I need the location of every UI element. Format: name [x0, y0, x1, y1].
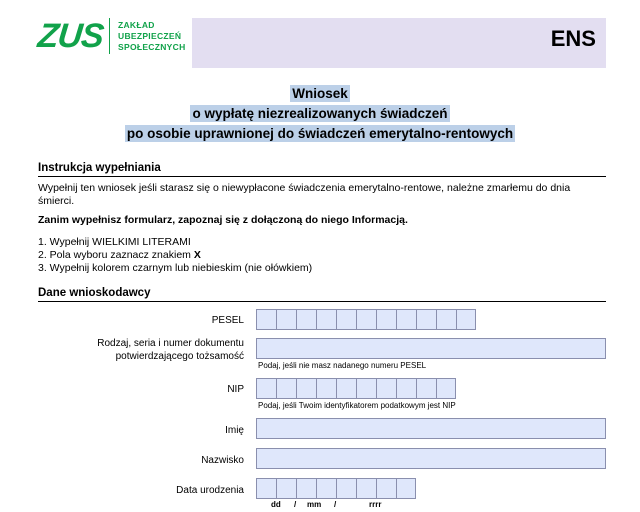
- title-line-2-wrap: [0, 106, 640, 121]
- date-day-label: dd: [271, 500, 281, 509]
- nip-cell[interactable]: [297, 379, 317, 398]
- pesel-cell[interactable]: [277, 310, 297, 329]
- nip-cell[interactable]: [257, 379, 277, 398]
- date-separator-1: /: [294, 500, 297, 509]
- logo-text: [118, 20, 186, 53]
- birth-date-cell[interactable]: [277, 479, 297, 498]
- instruction-mark: X: [193, 249, 201, 261]
- last-name-input[interactable]: [256, 448, 606, 469]
- form-code: ENS: [550, 26, 596, 51]
- pesel-cell[interactable]: [257, 310, 277, 329]
- document-label-line-2: potwierdzającego tożsamość: [115, 351, 244, 362]
- document-label: [97, 337, 244, 363]
- nip-label: NIP: [227, 384, 244, 395]
- instruction-step-3: 3. Wypełnij kolorem czarnym lub niebieskim (nie ołówkiem): [38, 262, 313, 274]
- instructions-heading: Instrukcja wypełniania: [38, 162, 606, 177]
- title-line-2: o wypłatę niezrealizowanych świadczeń: [192, 106, 448, 121]
- nip-cell[interactable]: [437, 379, 455, 398]
- pesel-cell[interactable]: [337, 310, 357, 329]
- pesel-input[interactable]: [256, 309, 476, 330]
- pesel-cell[interactable]: [297, 310, 317, 329]
- logo-line-3: SPOŁECZNYCH: [118, 41, 186, 52]
- nip-cell[interactable]: [277, 379, 297, 398]
- date-year-label: rrrr: [369, 500, 382, 509]
- nip-cell[interactable]: [377, 379, 397, 398]
- pesel-cell[interactable]: [377, 310, 397, 329]
- title-line-1: Wniosek: [292, 86, 348, 101]
- pesel-cell[interactable]: [417, 310, 437, 329]
- pesel-cell[interactable]: [397, 310, 417, 329]
- birth-date-cell[interactable]: [337, 479, 357, 498]
- logo-line-2: UBEZPIECZEŃ: [118, 30, 182, 41]
- birth-date-cell[interactable]: [397, 479, 415, 498]
- last-name-label: Nazwisko: [201, 455, 244, 466]
- nip-cell[interactable]: [337, 379, 357, 398]
- pesel-cell[interactable]: [357, 310, 377, 329]
- date-separator-2: /: [334, 500, 337, 509]
- nip-hint: Podaj, jeśli Twoim identyfikatorem podatkowym jest NIP: [258, 401, 456, 410]
- form-code-banner: [192, 18, 606, 68]
- nip-cell[interactable]: [417, 379, 437, 398]
- instruction-step-2-text: 2. Pola wyboru zaznacz znakiem: [38, 249, 194, 261]
- birth-date-cell[interactable]: [357, 479, 377, 498]
- title-line-3-wrap: [0, 126, 640, 141]
- instructions-note: Zanim wypełnisz formularz, zapoznaj się z dołączoną do niego Informacją.: [38, 214, 408, 226]
- birth-date-label: Data urodzenia: [176, 485, 244, 496]
- birth-date-input[interactable]: [256, 478, 416, 499]
- logo-separator: [109, 18, 110, 54]
- pesel-cell[interactable]: [317, 310, 337, 329]
- pesel-cell[interactable]: [457, 310, 475, 329]
- birth-date-cell[interactable]: [317, 479, 337, 498]
- first-name-input[interactable]: [256, 418, 606, 439]
- title-line-3: po osobie uprawnionej do świadczeń emerytalno-rentowych: [126, 126, 514, 141]
- instruction-step-1: 1. Wypełnij WIELKIMI LITERAMI: [38, 236, 191, 248]
- logo-line-1: ZAKŁAD: [118, 19, 155, 30]
- title-line-1-wrap: [0, 86, 640, 101]
- document-label-line-1: Rodzaj, seria i numer dokumentu: [97, 338, 244, 349]
- instructions-intro: Wypełnij ten wniosek jeśli starasz się o niewypłacone świadczenia emerytalno-rentowe, należne zmarłemu do dnia śmierci.: [38, 182, 571, 207]
- nip-cell[interactable]: [397, 379, 417, 398]
- birth-date-cell[interactable]: [257, 479, 277, 498]
- birth-date-cell[interactable]: [377, 479, 397, 498]
- applicant-heading: Dane wnioskodawcy: [38, 287, 606, 302]
- nip-cell[interactable]: [317, 379, 337, 398]
- instruction-step-2: [38, 249, 606, 262]
- first-name-label: Imię: [225, 425, 244, 436]
- document-input[interactable]: [256, 338, 606, 359]
- pesel-label: PESEL: [211, 315, 244, 326]
- birth-date-cell[interactable]: [297, 479, 317, 498]
- nip-input[interactable]: [256, 378, 456, 399]
- nip-cell[interactable]: [357, 379, 377, 398]
- logo-mark: ZUS: [36, 17, 105, 55]
- date-month-label: mm: [307, 500, 322, 509]
- zus-logo: [38, 18, 186, 54]
- pesel-cell[interactable]: [437, 310, 457, 329]
- document-hint: Podaj, jeśli nie masz nadanego numeru PESEL: [258, 361, 427, 370]
